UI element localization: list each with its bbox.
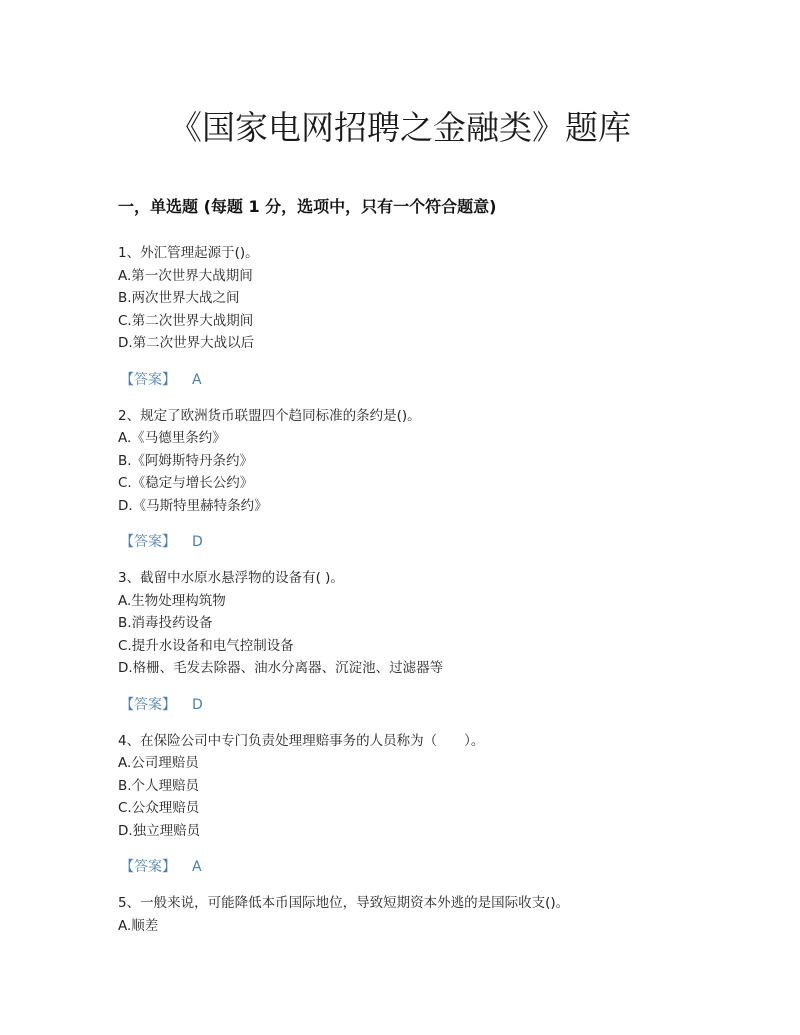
- answer-line: [118, 694, 718, 716]
- answer-line: [118, 369, 718, 391]
- answer-label: 【答案】: [120, 859, 176, 875]
- question-1: [118, 242, 718, 391]
- question-list: [118, 242, 718, 937]
- question-option-d: D.格栅、毛发去除器、油水分离器、沉淀池、过滤器等: [118, 660, 444, 676]
- answer-value: A: [192, 859, 202, 875]
- question-option-a: A.顺差: [118, 917, 159, 934]
- section-heading: 一，单选题 (每题 1 分，选项中，只有一个符合题意): [118, 197, 497, 216]
- question-4: [118, 730, 718, 879]
- document-title: 《国家电网招聘之金融类》题库: [169, 108, 631, 147]
- question-stem: 2、规定了欧洲货币联盟四个趋同标准的条约是()。: [118, 407, 421, 424]
- question-stem: 5、一般来说，可能降低本币国际地位，导致短期资本外逃的是国际收支()。: [118, 895, 570, 911]
- question-option-c: C.提升水设备和电气控制设备: [118, 637, 294, 654]
- question-option-a: A.《马德里条约》: [118, 430, 226, 446]
- answer-label: 【答案】: [120, 371, 176, 388]
- question-option-d: D.第二次世界大战以后: [118, 335, 255, 351]
- answer-value: A: [192, 371, 202, 388]
- question-option-c: C.公众理赔员: [118, 800, 200, 816]
- question-option-c: C.第二次世界大战期间: [118, 312, 254, 329]
- question-option-d: D.独立理赔员: [118, 822, 201, 839]
- answer-label: 【答案】: [120, 534, 176, 550]
- question-option-b: B.个人理赔员: [118, 777, 200, 794]
- question-option-b: B.消毒投药设备: [118, 615, 213, 631]
- question-5: [118, 892, 718, 937]
- question-option-a: A.第一次世界大战期间: [118, 267, 253, 284]
- question-stem: 3、截留中水原水悬浮物的设备有( )。: [118, 570, 344, 586]
- answer-label: 【答案】: [120, 696, 176, 713]
- question-option-d: D.《马斯特里赫特条约》: [118, 497, 268, 514]
- answer-value: D: [192, 534, 203, 550]
- answer-value: D: [192, 696, 203, 713]
- answer-line: [118, 856, 718, 878]
- answer-line: [118, 531, 718, 553]
- question-option-b: B.两次世界大战之间: [118, 290, 240, 306]
- question-2: [118, 405, 718, 554]
- question-option-a: A.公司理赔员: [118, 755, 199, 771]
- question-option-c: C.《稳定与增长公约》: [118, 475, 254, 491]
- question-stem: 1、外汇管理起源于()。: [118, 245, 259, 261]
- question-option-b: B.《阿姆斯特丹条约》: [118, 452, 254, 469]
- question-stem: 4、在保险公司中专门负责处理理赔事务的人员称为（ ）。: [118, 732, 485, 749]
- question-3: [118, 567, 718, 716]
- question-option-a: A.生物处理构筑物: [118, 592, 226, 609]
